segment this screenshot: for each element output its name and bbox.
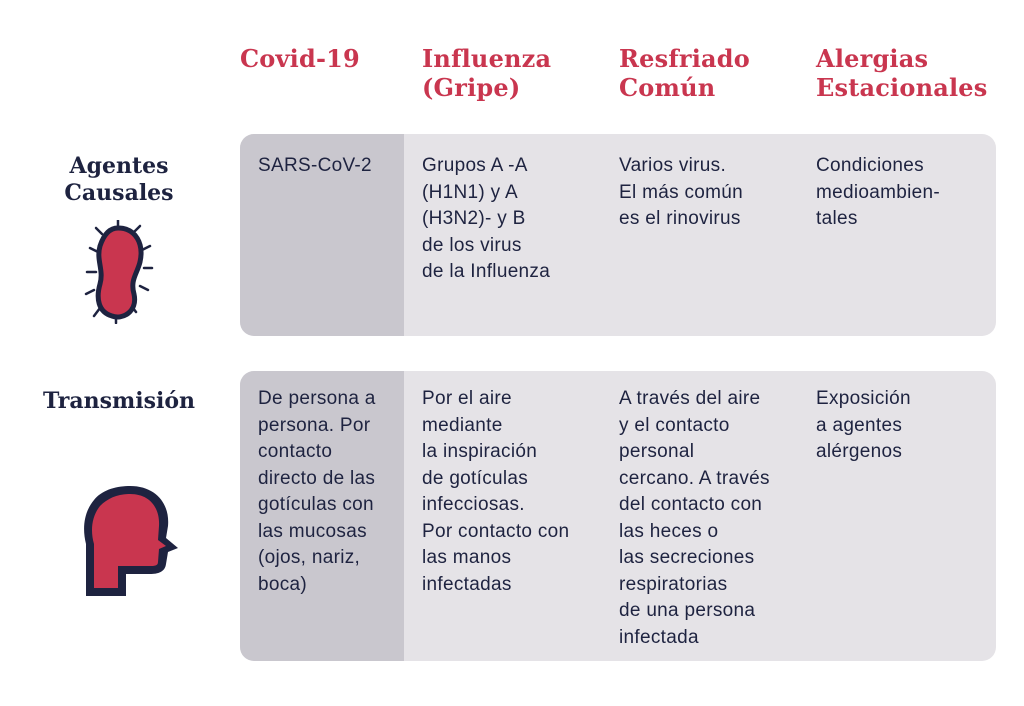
- cell-agentes-resfriado: Varios virus. El más común es el rinovirus: [619, 155, 743, 229]
- cell-transmision-resfriado: A través del aire y el contacto personal cercano. A través del contacto con las heces o las secreciones respiratorias de una persona infectada: [619, 388, 770, 648]
- row-header-agentes-causales: Agentes Causales: [64, 153, 174, 206]
- row-card-agentes-causales: [240, 134, 996, 336]
- column-header-influenza: Influenza (Gripe): [422, 44, 552, 102]
- cell-agentes-alergias: Condiciones medioambien- tales: [816, 155, 940, 229]
- cell-transmision-alergias: Exposición a agentes alérgenos: [816, 388, 911, 462]
- cell-transmision-influenza: Por el aire mediante la inspiración de gotículas infecciosas. Por contacto con las manos infectadas: [422, 388, 570, 595]
- bacteria-icon: [82, 220, 154, 324]
- cell-transmision-covid: De persona a persona. Por contacto directo de las gotículas con las mucosas (ojos, nariz, boca): [258, 388, 376, 595]
- cell-agentes-influenza: Grupos A -A (H1N1) y A (H3N2)- y B de los virus de la Influenza: [422, 155, 551, 282]
- column-header-alergias: Alergias Estacionales: [816, 44, 988, 102]
- row-header-transmision: Transmisión: [42, 388, 196, 414]
- cell-agentes-covid: SARS-CoV-2: [258, 155, 372, 176]
- head-profile-icon: [82, 482, 180, 600]
- column-header-resfriado: Resfriado Común: [619, 44, 750, 102]
- row-card-transmision: [240, 371, 996, 661]
- column-header-covid: Covid-19: [240, 44, 360, 73]
